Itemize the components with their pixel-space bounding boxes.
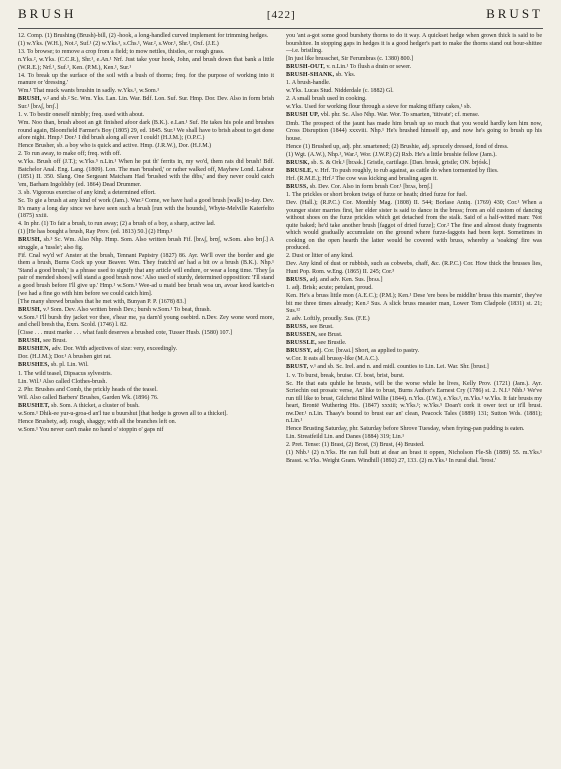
- entry-text: v.¹ and sb. Sc. Irel. and n. and midl. counties to Lin. Lei. War. Shr. [brust.]: [309, 364, 489, 371]
- entry-text: adj. Cor. [brʌsi.] Short, as applied to pastry.: [313, 348, 420, 355]
- dictionary-entry: [18, 299, 274, 307]
- entry-text: you 'ant a-got some good burshety thorns to do it way. A quickset hedge when grown thick is said to be bourshitee. In stopping gaps in hedges it is a good hedger's part to make the thorns stand out bour-shittee—i.e. bristling.: [286, 33, 542, 55]
- entry-text: w.Som.¹ Dhik-ee yur-u-groa-d an'l tue u buurshut [that hedge is grown all to a thicket].: [18, 410, 228, 417]
- entry-text: Hence (1) Brushed up, adj. phr. smartened; (2) Brushie, adj. sprucely dressed, fond of dress.: [286, 143, 509, 150]
- dictionary-entry: [286, 64, 542, 72]
- dictionary-entry: [18, 419, 274, 427]
- entry-text: see Brust.: [309, 324, 334, 331]
- entry-headword: BRUSHET,: [18, 402, 50, 409]
- entry-text: sb. Som. A thicket, a cluster of bush.: [51, 402, 140, 409]
- entry-text: [The many shrewd brushes that he met with, Bunyan P. P. (1678) 83.]: [18, 298, 186, 305]
- dictionary-entry: [286, 381, 542, 426]
- entry-text: Lin. Wil.¹ Also called Clothes-brush.: [18, 378, 107, 385]
- entry-text: v.³ Som. Dev. Also written bresh Dev.; bursh w.Som.¹ To beat, thrash.: [43, 306, 212, 313]
- dictionary-entry: [286, 332, 542, 340]
- dictionary-entry: [18, 354, 274, 362]
- entry-headword: BRUSH,: [18, 96, 42, 103]
- entry-text: 2. A small brush used in cooking.: [286, 96, 367, 103]
- dictionary-entry: [286, 112, 542, 120]
- entry-text: (1) [He has bought a brush, Ray Prov. (ed. 1813) 50.] (2) Hmp.¹: [18, 229, 173, 236]
- entry-text: Hrf. (R.M.E.); Hrf.² The cow was kicking and brusling agen it.: [286, 175, 438, 182]
- page-number: [422]: [266, 9, 296, 21]
- entry-text: 1. A brush-handle.: [286, 80, 331, 87]
- dictionary-entry: [286, 33, 542, 56]
- entry-text: v. n.Lin.¹ To flush a drain or sewer.: [326, 64, 412, 71]
- dictionary-entry: [286, 442, 542, 450]
- dictionary-entry: [18, 120, 274, 143]
- entry-text: w.Yks. Brush off (J.T.); w.Yks.⁵ n.Lin.¹ When he put th' ferrits in, my wo'd, them rats did brush! Bdf. Batchelor Anal. Eng. Lang. (1809). Lon. The man 'brushed,' or rather walked off, Mayhew Lond. Labour (1851) II. 350. Slang. One Sergeant Matcham Had 'brushed with the dibs,' and they never could catch 'em, Barham Ingoldsby (ed. 1864) Dead Drummer.: [18, 159, 274, 188]
- entry-headword: BRUSS,: [286, 276, 309, 283]
- dictionary-entry: [286, 184, 542, 192]
- entry-text: see Brust.: [43, 338, 67, 345]
- dictionary-entry: [18, 96, 274, 111]
- entry-text: vbl. phr. Sc. Also Nhp. War. Wor. To smarten, 'titivate'; cf. mense.: [320, 112, 480, 119]
- dictionary-entry: [286, 277, 542, 285]
- entry-headword: BRUSH,: [18, 237, 42, 244]
- entry-headword: BRUSSY,: [286, 348, 313, 355]
- dictionary-entry: [18, 151, 274, 159]
- entry-headword: BRUSH-SHANK,: [286, 72, 335, 79]
- entry-headword: BRUSLE,: [286, 167, 314, 174]
- entry-text: w.Cor. It eats all brussy-like (M.A.C.).: [286, 356, 380, 363]
- dictionary-entry: [286, 348, 542, 356]
- header-left-headword: BRUSH: [18, 6, 77, 21]
- entry-text: 2. Pret. Tense: (1) Brast, (2) Brost, (3) Brust, (4) Brusted.: [286, 442, 425, 449]
- entry-headword: BRUSSLE,: [286, 340, 317, 347]
- dictionary-entry: [18, 198, 274, 221]
- dictionary-entry: [18, 229, 274, 237]
- entry-headword: BRUSK,: [286, 159, 310, 166]
- entry-text: 12. Comp. (1) Brushing (Brush)-bill, (2) -hook, a long-handled curved implement for trimming hedges.: [18, 33, 269, 39]
- dictionary-entry: [18, 57, 274, 72]
- dictionary-entry: [286, 152, 542, 160]
- entry-headword: BRUSH-OUT,: [286, 64, 326, 71]
- dictionary-entry: [18, 190, 274, 198]
- entry-text: sb. Dev. Cor. Also in form brush Cor.¹ [brʌs, brʊʃ.]: [309, 183, 433, 190]
- entry-text: Lin. Streatfeild Lin. and Danes (1884) 319; Lin.¹: [286, 434, 405, 441]
- entry-text: Dor. (H.J.M.); Dor.¹ A brushen girt rat.: [18, 354, 112, 361]
- entry-text: Fif. Cnal wy'd wi' Anster at the brush, Tennant Papistry (1827) 86. Ayr. We'll over the border and gie them a brush, Burns Cock up your Beaver. Wm. They fratch'd an' had a bit ov a brush (B.K.). Nhp.¹ 'Stand a good brush,' is a phrase used to signify that any article will endure, or wear a long time. 'They [a pair of mended shoes] will stand a good brush now.' Also used of sturdy, determined opposition: 'I'll stand a good brush before I'll give up.' Hmp.¹ w.Som.¹ Wee-ad u maid bee brush woa un, avoar keod kaetch-n [we had a fine go with him before we could catch him].: [18, 252, 274, 297]
- dictionary-entry: [286, 176, 542, 184]
- entry-text: sb. S. & Ork.¹ [brʌsk.] Gristle, cartilage. [Dan. brusk, gristle; ON. brjósk.]: [311, 159, 491, 166]
- dictionary-entry: [18, 315, 274, 330]
- dictionary-entry: [286, 80, 542, 88]
- entry-text: 1. The prickles or short broken twigs of furze or heath; dried furze for fuel.: [286, 191, 468, 198]
- entry-text: 2. Phr. Brushes and Comb, the prickly heads of the teasel.: [18, 386, 158, 393]
- entry-text: sb. pl. Lin. Wil.: [50, 362, 89, 369]
- dictionary-entry: [18, 346, 274, 354]
- entry-text: Dmb. The prospect of the jaunt has made him brush up so much that you would hardly ken him now, Cross Disruption (1844) xxxviii. Nhp.¹ He's brushed himself up, and now he's going to brush up his house.: [286, 120, 542, 142]
- dictionary-entry: [18, 387, 274, 395]
- entry-text: n.Yks.², w.Yks. (C.C.R.), Shr.¹, e.An.¹ Nrf. Just take your hook, John, and brush down that bank a little (W.R.E.); Nrf.¹, Suf.¹, Ken. (P.M.), Ken.¹, Sur.¹: [18, 57, 274, 71]
- dictionary-entry: [286, 426, 542, 434]
- dictionary-entry: [286, 340, 542, 348]
- entry-text: w.Yks. Used for working flour through a sieve for making tiffany cakes,¹ sb.: [286, 104, 472, 111]
- dictionary-entry: [286, 373, 542, 381]
- entry-text: 2. adv. Loftily, proudly. Sus. (F.E.): [286, 316, 370, 323]
- dictionary-entry: [18, 307, 274, 315]
- entry-text: 1. adj. Brisk; acute; petulant, proud.: [286, 285, 373, 291]
- entry-text: w.Som.¹ I'll bursh thy jacket vor thee, s'hear me, ya darn'd young osebird. n.Dev. Zey wone word more, and chell bresh tha, Exm. Scold. (1746) l. 82.: [18, 314, 274, 329]
- dictionary-entry: [18, 73, 274, 88]
- entry-text: sb.³ Sc. Wm. Also Nhp. Hmp. Som. Also written brush Fif. [brʌʃ, brʊʃ, w.Som. also brɪʃ.] A struggle, a 'tussle'; also fig.: [18, 237, 274, 251]
- header-rule: [18, 28, 543, 29]
- header-right-headword: BRUST: [486, 6, 543, 21]
- entry-headword: BRUSH UP,: [286, 112, 320, 119]
- dictionary-entry: [286, 192, 542, 200]
- dictionary-entry: [286, 72, 542, 80]
- page-header: [18, 6, 543, 28]
- dictionary-entry: [286, 96, 542, 104]
- entry-headword: BRUSHES,: [18, 362, 50, 369]
- entry-text: w.Som.¹ You never can't make no hand o' stoppin o' gaps nif: [18, 426, 164, 433]
- dictionary-entry: [286, 261, 542, 276]
- entry-text: 1. v. To burst, break, bruise. Cf. bost, brist, burst.: [286, 372, 405, 379]
- dictionary-entry: [286, 144, 542, 152]
- entry-text: 3. sb. Vigorous exercise of any kind; a determined effort.: [18, 189, 156, 196]
- dictionary-entry: [286, 121, 542, 144]
- entry-text: w.Yks. Lucas Stud. Nidderdale (c. 1882) Gl.: [286, 88, 394, 95]
- entry-text: Wm.¹ That muck wants brushin in sadly. w.Yks.¹, w.Som.¹: [18, 88, 160, 95]
- entry-text: sb. Yks.: [335, 72, 356, 79]
- entry-text: adv. Dor. With adjectives of size: very, exceedingly.: [51, 346, 178, 353]
- entry-headword: BRUSS,: [286, 183, 309, 190]
- entry-text: Hence Brusting Saturday, phr. Saturday before Shrove Tuesday, when frying-pan pudding is eaten.: [286, 426, 525, 433]
- dictionary-entry: [286, 285, 542, 293]
- entry-text: 14. To break up the surface of the soil with a bush of thorns; freq. for the purpose of working into it manure or 'dressing.': [18, 72, 274, 87]
- dictionary-entry: [18, 330, 274, 338]
- dictionary-entry: [286, 356, 542, 364]
- entry-text: Sc. He that eats quhile he brusts, will be the worse while he lives, Kelly Prov. (1721) (Jam.). Ayr. Scriechin out prosaic verse, An' like to brust, Burns Author's Earnest Cry (1786) st. 2. N.I.¹ Nhb.¹ We've run till like to brust, Gilchrist Blind Willie (1844). n.Yks. (I.W.), e.Yks.¹, m.Yks.¹ w.Yks. It fair brusts my heart, Brontë Wuthering Hts. (1847) xxxiii; w.Yks.¹; w.Yks.⁵ Doan't cork it ower tect ur it'll brust. nw.Der.¹ n.Lin. Thaay's bound to brust ear an' clean, Peacock Tales (1889) 131; Sutton Wds. (1881); n.Lin.¹: [286, 380, 542, 425]
- entry-text: Wil. Also called Barbers' Brushes, Garden Wk. (1896) 76.: [18, 394, 159, 401]
- entry-text: [In just like brusschet, Sir Ferumbras (c. 1380) 800.]: [286, 56, 414, 63]
- dictionary-entry: [18, 362, 274, 370]
- entry-text: v.² and sb.² Sc. Wm. Yks. Lan. Lin. War. Bdf. Lon. Suf. Sur. Hmp. Dor. Dev. Also in form brish Sur.¹ [brʌʃ, brɪʃ.]: [18, 96, 274, 110]
- dictionary-entry: [18, 143, 274, 151]
- dictionary-entry: [286, 293, 542, 316]
- entry-headword: BRUST,: [286, 364, 309, 371]
- dictionary-entry: [286, 56, 542, 64]
- entry-headword: BRUSH,: [18, 306, 42, 313]
- columns: [18, 33, 543, 466]
- entry-text: (1) Wgt. (A.W.), Nhp.¹, War.², Wor. (J.W.P.) (2) Rxb. He's a little brushie fellow (Jam.).: [286, 151, 497, 158]
- dictionary-entry: [286, 364, 542, 372]
- dictionary-entry: [286, 324, 542, 332]
- entry-text: 2. To run away, to make off; freq. with off.: [18, 151, 122, 158]
- entry-text: Dev. (Hall.); (R.P.C.) Cor. Monthly Mag. (1808) II. 544; Borlase Antiq. (1769) 430; Cor.¹ When a younger sister marries first, her elder sister is said to dance in the bruss; from an old custom of dancing without shoes on the furze prickles which get detached from the stalk. Said of a half-witted man: 'Not quite baked; he'd take another brush [faggot of dried furze]; Cor.² The fine and almost dusty fragments which would gradually accumulate on the ground where furze-faggots had been kept. Sometimes in cooking on the open hearth the latter would be covered with bruss, whereby a 'soaking' fire was produced.: [286, 199, 542, 252]
- entry-text: 13. To browse; to remove a crop from a field; to mow nettles, thistles, or rough grass.: [18, 49, 225, 56]
- dictionary-entry: [18, 33, 274, 41]
- entry-text: (1) w.Yks. (W.H.), Not.², Suf.¹ (2) w.Yks.³, s.Chs.¹, War.², s.Wor.¹, Shr.¹, Oxf. (J.E.): [18, 41, 219, 48]
- entry-text: 4. In phr. (1) To fair a brush, to run away; (2) a brush of a boy, a sharp, active lad.: [18, 221, 216, 228]
- entry-text: 1. The wild teasel, Dipsacus sylvestris.: [18, 370, 112, 377]
- dictionary-entry: [286, 200, 542, 253]
- dictionary-entry: [18, 253, 274, 298]
- dictionary-entry: [286, 434, 542, 442]
- dictionary-entry: [18, 237, 274, 252]
- dictionary-entry: [18, 411, 274, 419]
- entry-headword: BRUSSEN,: [286, 332, 318, 339]
- dictionary-entry: [18, 112, 274, 120]
- dictionary-entry: [286, 168, 542, 176]
- dictionary-entry: [18, 159, 274, 189]
- dictionary-entry: [286, 316, 542, 324]
- entry-headword: BRUSH,: [18, 338, 42, 345]
- dictionary-entry: [18, 49, 274, 57]
- entry-text: 2. Dust or litter of any kind.: [286, 253, 354, 260]
- entry-text: see Brust.: [318, 332, 343, 339]
- entry-text: Ken. He's a bruss little mon (A.E.C.); (P.M.); Ken.¹ Dese 'ere bees be middlin' bruss this marnin', they've bit me three times already; Ken.² Sus. A slick bruss measter man, Lower Tom Cladpole (1831) st. 21; Sus.¹²: [286, 293, 542, 315]
- dictionary-entry: [286, 450, 542, 465]
- dictionary-entry: [286, 88, 542, 96]
- entry-text: Wm. Noo than, brush aboot an git finished afoor dark (B.K.). e.Lan.¹ Suf. He takes his pole and brushes round again, Bloomfield Farmer's Boy (1805) 29, ed. 1845. Sur.¹ We shall have to brish about to get done afore night. Hmp.¹ Dor.¹ I did brush along all ever I could! (H.J.M.); (O.P.C.): [18, 120, 274, 142]
- entry-text: Hence Brushety, adj. rough, shaggy; with all the branches left on.: [18, 418, 177, 425]
- dictionary-entry: [18, 41, 274, 49]
- entry-headword: BRUSS,: [286, 324, 309, 331]
- entry-text: Dev. Any kind of dust or rubbish, such as cobwebs, chaff, &c. (R.P.C.) Cor. How thick the brusses lies, Hunt Pop. Rom. w.Eng. (1865) II. 245; Cor.³: [286, 261, 542, 275]
- entry-text: Hence Brusher, sb. a boy who is quick and active. Hmp. (J.R.W.), Dor. (H.J.M.): [18, 143, 212, 150]
- entry-text: [Cisse . . . must marke . . . what fault deserves a brushed cote, Tusser Husb. (1580) 107.]: [18, 330, 233, 337]
- entry-text: Sc. To gie a brush at any kind of work (Jam.). War.² Come, we have had a good brush [walk] to-day. Dev. It's many a long day since we have seen such a brush [run with the hounds], Whyte-Melville Katerfelto (1875) xxiii.: [18, 197, 274, 220]
- dictionary-entry: [18, 338, 274, 346]
- entry-text: see Brustle.: [318, 340, 347, 347]
- dictionary-entry: [286, 253, 542, 261]
- dictionary-entry: [18, 395, 274, 403]
- dictionary-entry: [18, 371, 274, 379]
- dictionary-entry: [286, 104, 542, 112]
- right-column: [286, 33, 542, 466]
- dictionary-entry: [18, 427, 274, 435]
- entry-text: 1. v. To bestir oneself nimbly; freq. used with about.: [18, 111, 145, 118]
- entry-text: v. Hrf. To push roughly, to rub against, as cattle do when tormented by flies.: [314, 167, 499, 174]
- entry-text: (1) Nhb.¹ (2) n.Yks. He ran full butt at dear an brast it oppen, Nicholson Fle-Sh (1889) 55. m.Yks.¹ Brasst. w.Yks. Weight Gram. Windhill (1892) 27, 133. (2) m.Yks.¹ In rural dial. 'brost.': [286, 450, 542, 465]
- dictionary-entry: [18, 403, 274, 411]
- dictionary-entry: [286, 160, 542, 168]
- dictionary-entry: [18, 379, 274, 387]
- entry-text: adj. and adv. Ken. Sus. [brʌs.]: [309, 276, 383, 283]
- entry-headword: BRUSHEN,: [18, 346, 51, 353]
- dictionary-entry: [18, 221, 274, 229]
- dictionary-entry: [18, 88, 274, 96]
- left-column: [18, 33, 274, 466]
